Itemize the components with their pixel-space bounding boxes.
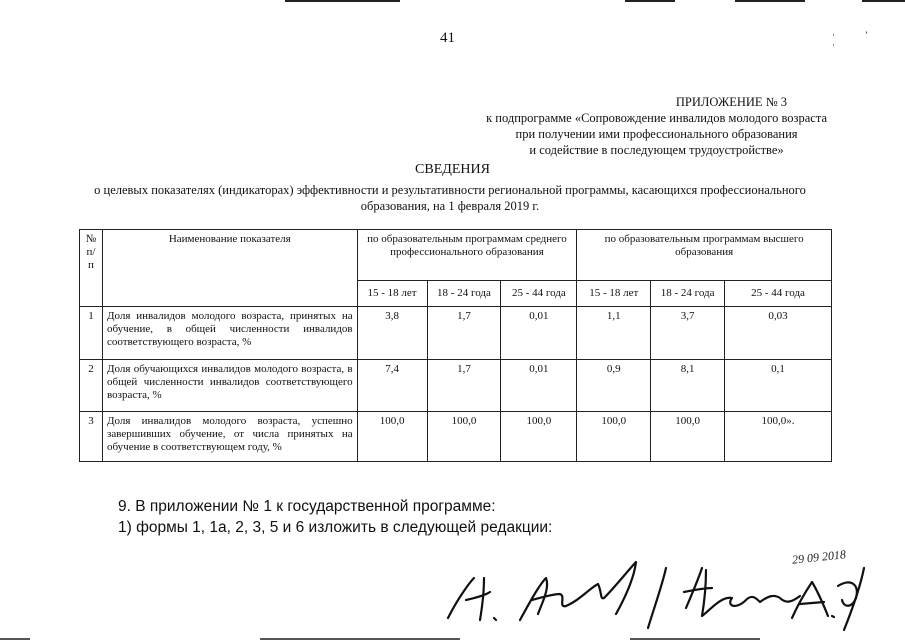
- value-cell: 3,8: [357, 307, 427, 360]
- value-cell: 1,1: [577, 307, 651, 360]
- appendix-line: и содействие в последующем трудоустройстве»: [529, 143, 784, 157]
- age-group-header: 15 - 18 лет: [357, 281, 427, 307]
- value-cell: 3,7: [651, 307, 725, 360]
- corner-mark: ·’ ·: [832, 30, 898, 50]
- paragraph-item-9: 9. В приложении № 1 к государственной программе:: [118, 498, 496, 515]
- age-group-header: 15 - 18 лет: [577, 281, 651, 307]
- value-cell: 0,03: [725, 307, 832, 360]
- scan-line: [285, 0, 400, 2]
- table-row: [80, 412, 832, 462]
- handwritten-signature: [440, 548, 870, 638]
- scan-line: [735, 0, 805, 2]
- page-number: 41: [440, 30, 455, 46]
- indicator-name: Доля инвалидов молодого возраста, успешно завершивших обучение, от числа принятых на обучение в соответствующем году, %: [102, 412, 357, 462]
- appendix-line: к подпрограмме «Сопровождение инвалидов молодого возраста: [486, 111, 827, 125]
- paragraph-subitem-1: 1) формы 1, 1а, 2, 3, 5 и 6 изложить в следующей редакции:: [118, 519, 553, 536]
- indicator-name: Доля инвалидов молодого возраста, принятых на обучение, в общей численности инвалидов соответствующего возраста, %: [102, 307, 357, 360]
- value-cell: 100,0: [357, 412, 427, 462]
- value-cell: 0,01: [501, 307, 577, 360]
- row-number: 1: [80, 307, 103, 360]
- header-num: № п/п: [80, 230, 103, 307]
- handwritten-date: 29 09 2018: [791, 547, 847, 567]
- value-cell: 100,0: [427, 412, 501, 462]
- value-cell: 100,0: [577, 412, 651, 462]
- document-title: СВЕДЕНИЯ: [415, 162, 490, 177]
- header-spo: по образовательным программам среднего профессионального образования: [357, 230, 577, 281]
- header-name: Наименование показателя: [102, 230, 357, 307]
- scan-line: [625, 0, 675, 2]
- value-cell: 0,9: [577, 360, 651, 412]
- row-number: 3: [80, 412, 103, 462]
- value-cell: 100,0: [651, 412, 725, 462]
- table-row: [80, 360, 832, 412]
- value-cell: 7,4: [357, 360, 427, 412]
- value-cell: 1,7: [427, 360, 501, 412]
- age-group-header: 25 - 44 года: [725, 281, 832, 307]
- value-cell: 1,7: [427, 307, 501, 360]
- appendix-line: при получении ими профессионального образования: [515, 127, 798, 141]
- age-group-header: 18 - 24 года: [651, 281, 725, 307]
- value-cell: 100,0: [501, 412, 577, 462]
- age-group-header: 18 - 24 года: [427, 281, 501, 307]
- value-cell: 0,01: [501, 360, 577, 412]
- document-subtitle: о целевых показателях (индикаторах) эффективности и результативности региональной программы, касающихся профессионального образования, на 1 февраля 2019 г.: [94, 183, 806, 213]
- value-cell: 0,1: [725, 360, 832, 412]
- value-cell: 100,0».: [725, 412, 832, 462]
- header-vo: по образовательным программам высшего образования: [577, 230, 832, 281]
- indicator-name: Доля обучающихся инвалидов молодого возраста, в общей численности инвалидов соответствующего возраста, %: [102, 360, 357, 412]
- appendix-header: [486, 94, 827, 158]
- table-row: [80, 307, 832, 360]
- appendix-title: ПРИЛОЖЕНИЕ № 3: [675, 95, 787, 109]
- indicators-table: [79, 229, 832, 462]
- value-cell: 8,1: [651, 360, 725, 412]
- scan-line: [862, 0, 905, 2]
- row-number: 2: [80, 360, 103, 412]
- age-group-header: 25 - 44 года: [501, 281, 577, 307]
- table-header-row: [80, 230, 832, 281]
